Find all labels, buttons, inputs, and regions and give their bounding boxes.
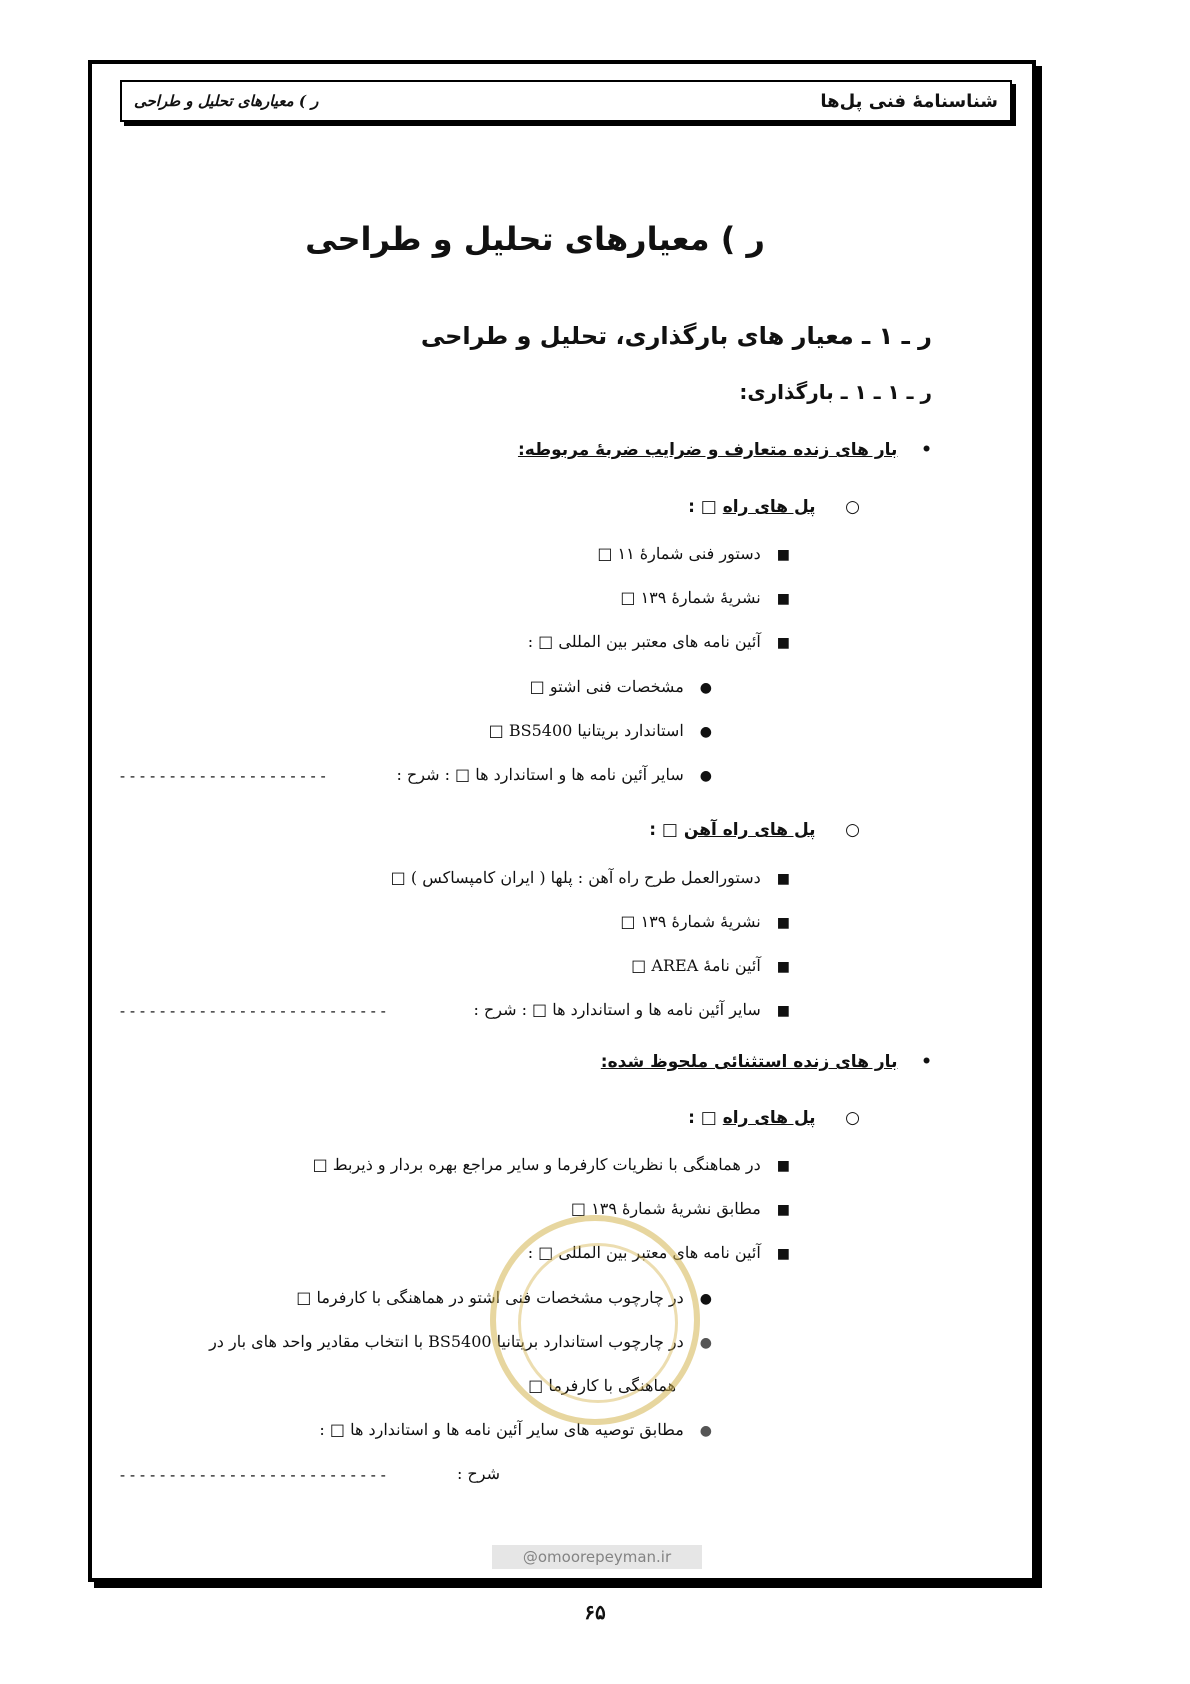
- list-item-text: در چارچوب مشخصات فنی اشتو در هماهنگی با کارفرما □: [296, 1288, 684, 1307]
- square-bullet-icon: ■: [776, 547, 790, 563]
- list-item-text: مشخصات فنی اشتو □: [529, 677, 684, 696]
- page-header: [120, 80, 1012, 122]
- list-item: [396, 765, 712, 784]
- bullet-label: پل های راه آهن: [683, 820, 816, 840]
- bullet-dot-icon: ●: [699, 1423, 712, 1439]
- circle-bullet-icon: ○: [815, 1108, 860, 1128]
- square-bullet-icon: ■: [776, 1246, 790, 1262]
- blank-line: ---------------------------: [118, 1466, 389, 1484]
- list-item-text: دستورالعمل طرح راه آهن : پلها ( ایران کامپساکس ) □: [390, 868, 761, 887]
- list-item-text: دستور فنی شمارۀ ۱۱ □: [597, 544, 761, 563]
- list-item-text: در چارچوب استاندارد بریتانیا BS5400 با انتخاب مقادیر واحد های بار در: [209, 1332, 684, 1351]
- list-item: [313, 1155, 790, 1174]
- list-item: [597, 544, 790, 563]
- list-item: [620, 912, 790, 931]
- square-bullet-icon: ■: [776, 1158, 790, 1174]
- bullet-label: بار های زنده متعارف و ضرایب ضربۀ مربوطه:: [517, 440, 898, 460]
- square-bullet-icon: ■: [776, 591, 790, 607]
- square-bullet-icon: ■: [776, 635, 790, 651]
- list-item-text: آئین نامه های معتبر بین المللی □ :: [527, 632, 761, 651]
- square-bullet-icon: ■: [776, 915, 790, 931]
- bullet-road-bridges-2: [688, 1108, 860, 1128]
- checkbox-suffix: □ :: [688, 497, 717, 517]
- checkbox-suffix: □ :: [688, 1108, 717, 1128]
- bullet-label: بار های زنده استثنائی ملحوظ شده:: [600, 1052, 898, 1072]
- bullet-dot-icon: •: [897, 440, 932, 460]
- list-item-text: نشریۀ شمارۀ ۱۳۹ □: [620, 588, 761, 607]
- bullet-rail-bridges: [649, 820, 860, 840]
- list-item-text: استاندارد بریتانیا BS5400 □: [488, 721, 684, 740]
- list-item-continuation: هماهنگی با کارفرما □: [528, 1376, 676, 1395]
- bullet-exceptional-loads: [601, 1052, 932, 1072]
- list-item-text: مطابق توصیه های سایر آئین نامه ها و استاندارد ها □ :: [319, 1420, 684, 1439]
- watermark-seal-inner: [518, 1243, 678, 1403]
- description-label: شرح :: [456, 1464, 500, 1483]
- list-item: [319, 1420, 712, 1439]
- blank-line: ---------------------: [118, 767, 329, 785]
- header-document-title: شناسنامۀ فنی پل‌ها: [820, 90, 998, 112]
- subsection-heading: ر ـ ۱ ـ ۱ ـ بارگذاری:: [739, 380, 932, 404]
- bullet-road-bridges-1: [688, 497, 860, 517]
- bullet-dot-icon: ●: [699, 680, 712, 696]
- bullet-dot-icon: •: [897, 1052, 932, 1072]
- list-item: [489, 721, 712, 740]
- square-bullet-icon: ■: [776, 959, 790, 975]
- square-bullet-icon: ■: [776, 871, 790, 887]
- list-item: [391, 868, 790, 887]
- watermark-text: @omoorepeyman.ir: [492, 1545, 702, 1569]
- bullet-dot-icon: ●: [699, 768, 712, 784]
- section-heading: ر ـ ۱ ـ معیار های بارگذاری، تحلیل و طراحی: [420, 322, 932, 350]
- chapter-title: ر ) معیارهای تحلیل و طراحی: [305, 220, 765, 258]
- list-item: [631, 956, 790, 975]
- bullet-live-loads: [518, 440, 932, 460]
- list-item-text: مطابق نشریۀ شمارۀ ۱۳۹ □: [570, 1199, 761, 1218]
- header-section-title: ر ) معیارهای تحلیل و طراحی: [134, 92, 319, 110]
- list-item: [528, 632, 790, 651]
- list-item: [620, 588, 790, 607]
- checkbox-suffix: □ :: [649, 820, 678, 840]
- circle-bullet-icon: ○: [815, 497, 860, 517]
- list-item: [473, 1000, 790, 1019]
- square-bullet-icon: ■: [776, 1202, 790, 1218]
- bullet-label: پل های راه: [722, 1108, 816, 1128]
- list-item-text: در هماهنگی با نظریات کارفرما و سایر مراجع بهره بردار و ذیربط □: [312, 1155, 761, 1174]
- list-item-text: آئین نامۀ AREA □: [631, 956, 761, 975]
- bullet-dot-icon: ●: [699, 1335, 712, 1351]
- blank-line: ---------------------------: [118, 1002, 389, 1020]
- list-item-text: آئین نامه های معتبر بین المللی □ :: [527, 1243, 761, 1262]
- page-number: ۶۵: [584, 1600, 606, 1624]
- list-item-text: نشریۀ شمارۀ ۱۳۹ □: [620, 912, 761, 931]
- watermark-seal: [490, 1215, 700, 1425]
- list-item: [530, 677, 712, 696]
- list-item-text: سایر آئین نامه ها و استاندارد ها □ : شرح :: [473, 1000, 761, 1019]
- bullet-dot-icon: ●: [699, 1291, 712, 1307]
- bullet-dot-icon: ●: [699, 724, 712, 740]
- square-bullet-icon: ■: [776, 1003, 790, 1019]
- bullet-label: پل های راه: [722, 497, 816, 517]
- circle-bullet-icon: ○: [815, 820, 860, 840]
- list-item-text: سایر آئین نامه ها و استاندارد ها □ : شرح :: [396, 765, 684, 784]
